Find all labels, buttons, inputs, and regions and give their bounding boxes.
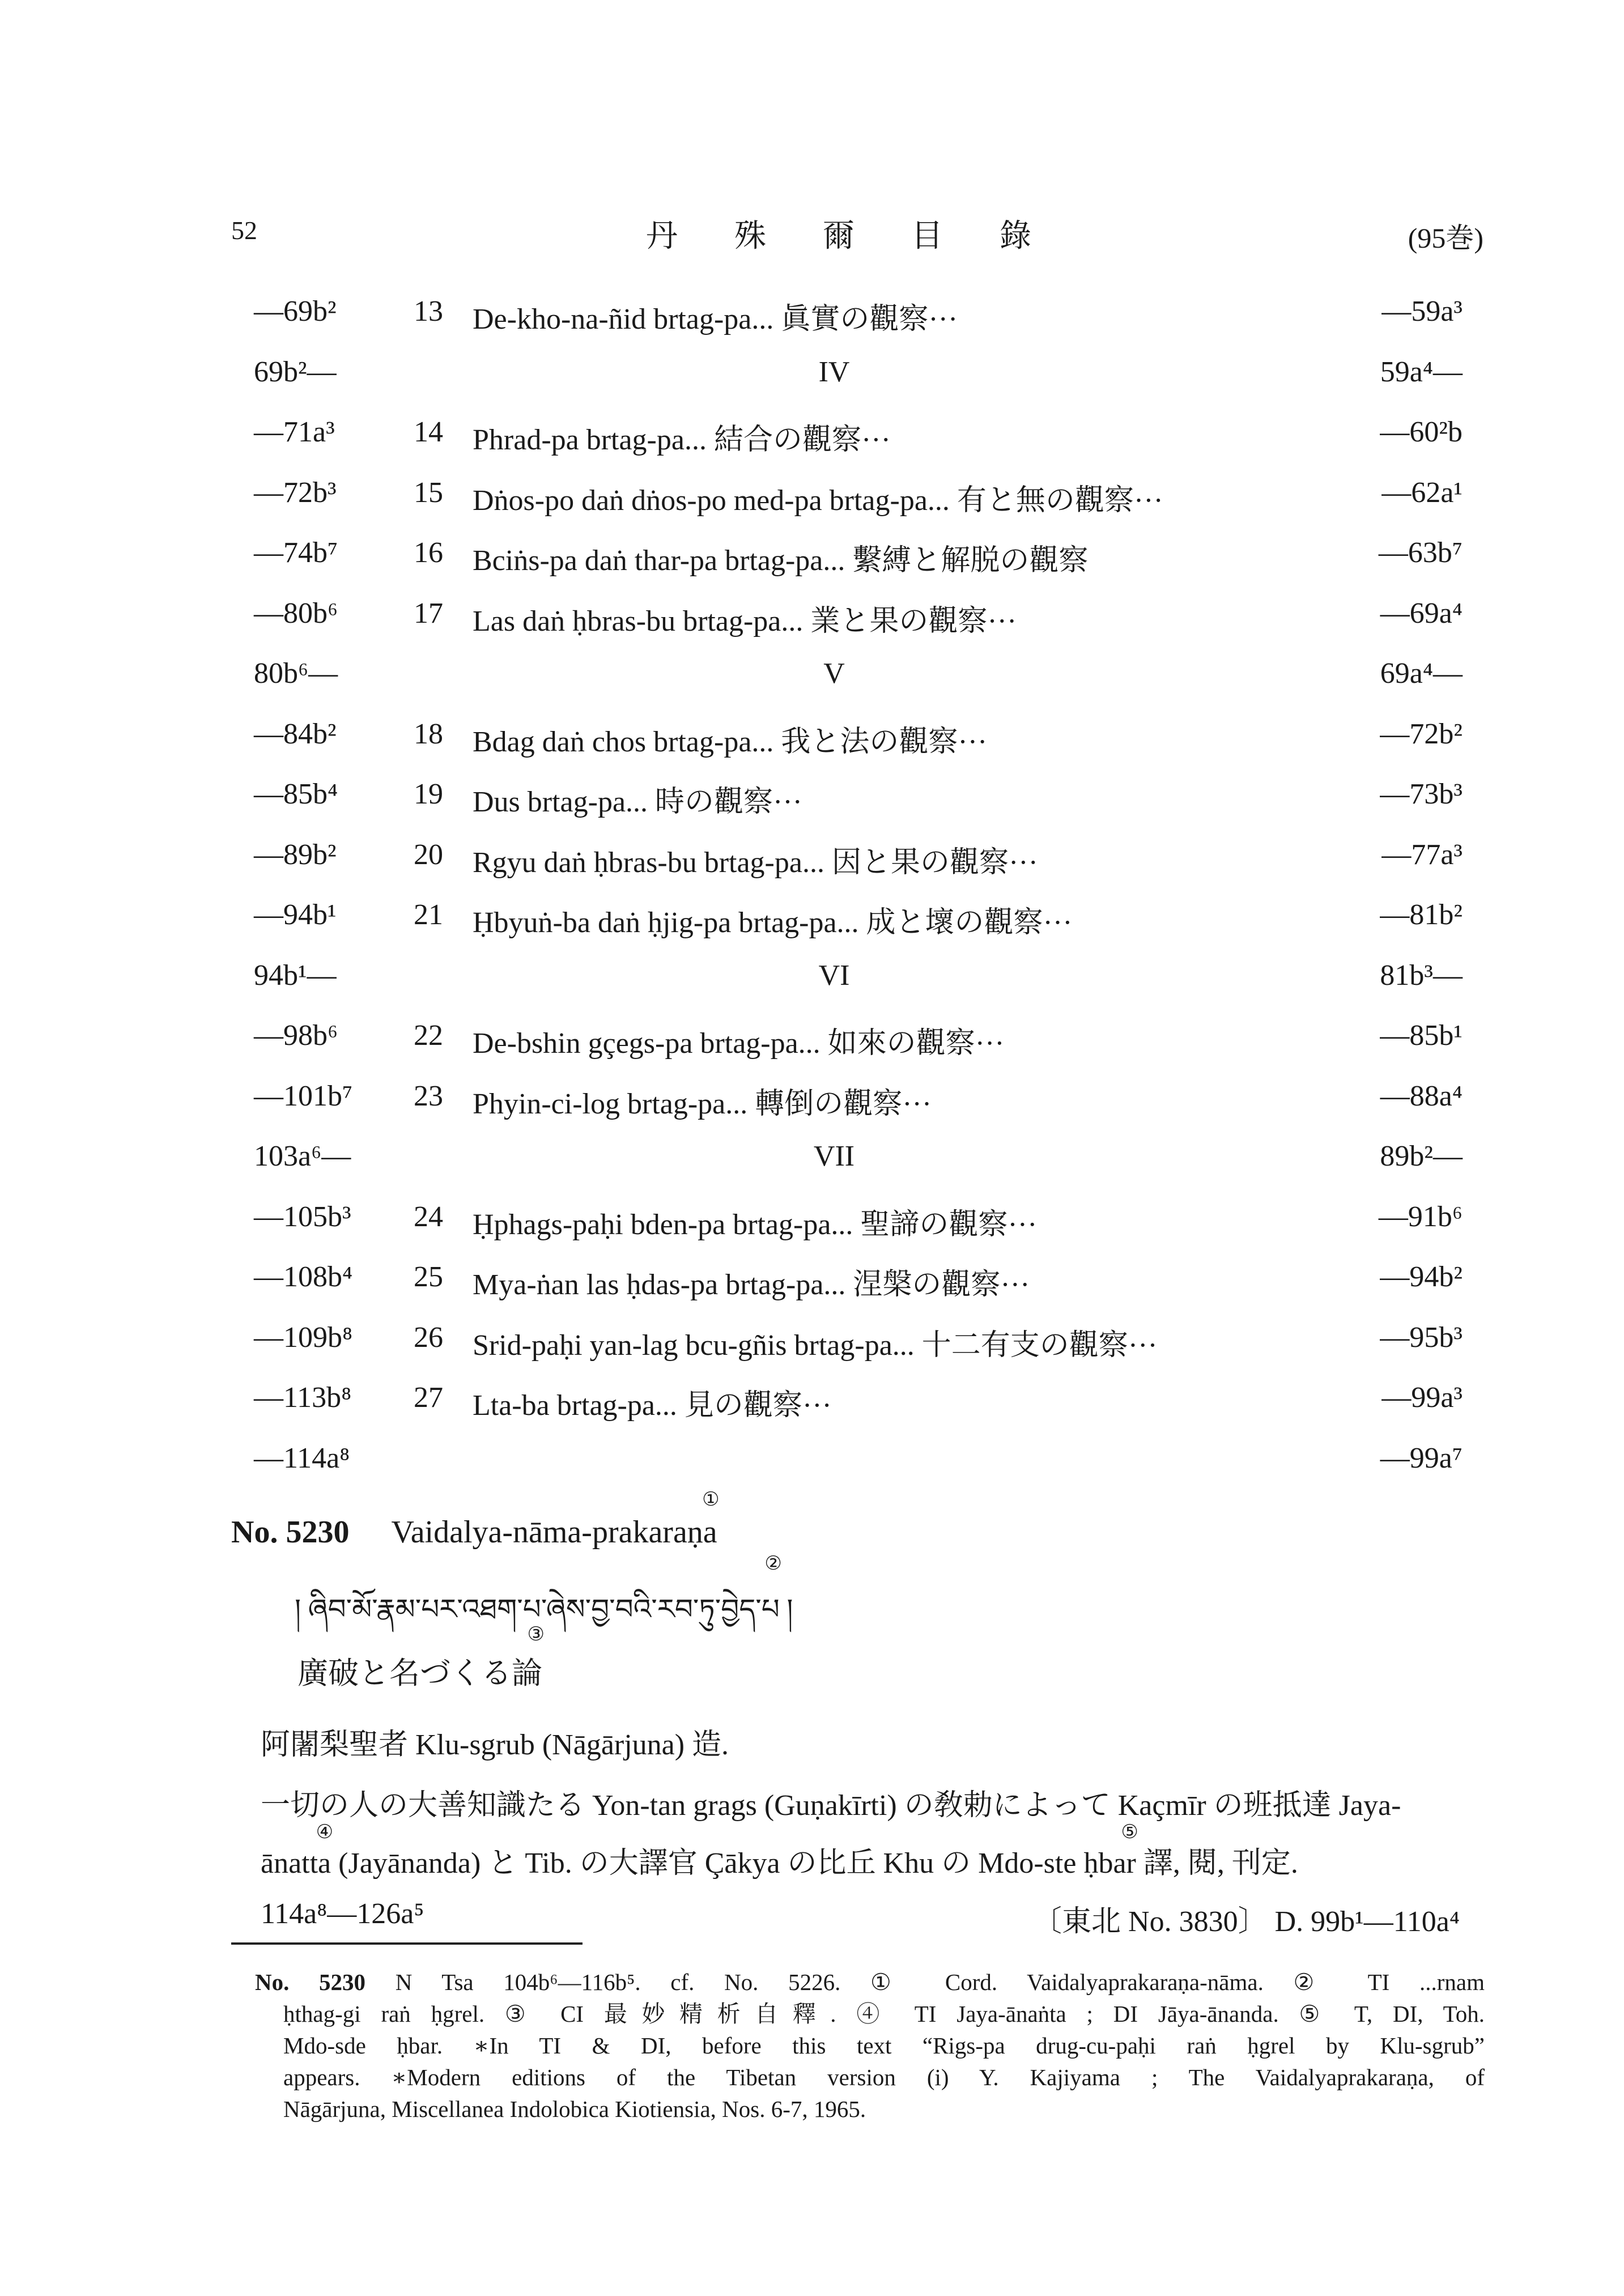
table-row [0,717,1624,763]
chapter-title: De-kho-na-ñid brtag-pa... 眞實の觀察··· [473,303,958,335]
footnote-text: N Tsa 104b⁶—116b⁵. cf. No. 5226. ① Cord. Vaidalyaprakaraṇa-nāma. ② TI ...rnam [365,1969,1485,1995]
chapter-number: 25 [414,1261,443,1293]
derge-folio: —85b¹ [1380,1019,1463,1052]
tohoku-reference: 〔東北 No. 3830〕 D. 99b¹—110a⁴ [1032,1906,1460,1938]
derge-folio: —95b³ [1380,1321,1463,1354]
peking-folio: —80b⁶ [254,597,338,630]
sanskrit-title-text: Vaidalya-nāma-prakaraṇa [391,1515,717,1550]
table-row [0,1442,1624,1487]
chapter-number: 27 [414,1381,443,1414]
peking-folio: —101b⁷ [254,1079,353,1112]
table-row [0,1260,1624,1306]
chapter-number: 16 [414,537,443,569]
table-row [0,476,1624,521]
derge-folio: —59a³ [1381,295,1463,328]
peking-folio: —113b⁸ [254,1381,352,1414]
peking-folio: —71a³ [254,416,335,448]
footnote-divider [231,1942,583,1945]
page-number: 52 [231,216,257,245]
peking-folio: —69b² [254,295,337,328]
chapter-number: 20 [414,838,443,871]
author-line: 阿闍梨聖者 Klu-sgrub (Nāgārjuna) 造. [261,1729,729,1761]
translation-end: 譯, 閱, 刊定. [1136,1847,1298,1880]
derge-folio: —94b² [1380,1261,1463,1293]
chapter-title: Dus brtag-pa... 時の觀察··· [473,786,802,818]
derge-folio: 81b³— [1380,959,1463,992]
table-row [0,777,1624,823]
running-title: 丹殊爾目錄 [646,219,1088,254]
derge-folio: —69a⁴ [1380,597,1463,630]
table-row [0,1321,1624,1366]
footnote-line [255,1966,1485,1998]
peking-folio: 80b⁶— [254,657,338,690]
note-mark-5: ⑤ [1121,1822,1138,1843]
peking-folio: —72b³ [254,476,337,509]
table-row [0,415,1624,461]
section-label: V [823,657,845,690]
chapter-title: Ḥphags-paḥi bden-pa brtag-pa... 聖諦の觀察··· [473,1208,1038,1241]
japanese-title [297,1624,545,1693]
peking-folio: —105b³ [254,1200,351,1233]
peking-folio: —108b⁴ [254,1261,353,1293]
chapter-title: Ḥbyuṅ-ba daṅ ḥjig-pa brtag-pa... 成と壞の觀察··· [473,907,1073,939]
chapter-number: 15 [414,476,443,509]
tibetan-title-text: ། ཞིབ་མོ་རྣམ་པར་འཐག་པ་ཞེས་བྱ་བའི་རབ་ཏུ་བྱེད་པ [295,1593,780,1625]
derge-folio: 89b²— [1380,1140,1463,1172]
note-mark-2: ② [764,1553,782,1574]
chapter-number: 14 [414,416,443,448]
peking-folio: —74b⁷ [254,537,338,569]
translation-text: (Jayānanda) と Tib. の大譯官 Çākya の比丘 Khu の Mdo-ste [331,1847,1084,1880]
translation-line-1: 一切の人の大善知識たる Yon-tan grags (Guṇakīrti) の敎勅によって Kaçmīr の班抵達 Jaya- [261,1789,1401,1822]
peking-folio: —114a⁸ [254,1442,350,1474]
chapter-number: 18 [414,717,443,750]
translator-name: ānatta [261,1847,331,1880]
peking-folio: —94b¹ [254,899,337,931]
derge-folio: —99a³ [1381,1381,1463,1414]
section-label: VI [818,959,850,992]
chapter-title: Lta-ba brtag-pa... 見の觀察··· [473,1389,832,1422]
chapter-title: Rgyu daṅ ḥbras-bu brtag-pa... 因と果の觀察··· [473,846,1038,879]
chapter-number: 24 [414,1200,443,1233]
table-row [0,597,1624,642]
table-row [0,536,1624,581]
chapter-number: 13 [414,295,443,328]
footnote-line: ḥthag-gi raṅ ḥgrel. ③ CI 最妙精析自釋. ④ TI Jaya-ānaṅta ; DI Jāya-ānanda. ⑤ T, DI, Toh. [283,2001,1485,2027]
derge-folio: —73b³ [1380,778,1463,810]
japanese-title-text: 廣破と名づくる論 [297,1656,542,1690]
chapter-number: 26 [414,1321,443,1354]
peking-folio: —109b⁸ [254,1321,353,1354]
table-row [0,898,1624,943]
volume-label: (95巻) [1408,222,1483,254]
entry-heading [231,1489,720,1550]
tibetan-title-end: ། [779,1593,793,1625]
chapter-title: Srid-paḥi yan-lag bcu-gñis brtag-pa... 十二有支の觀察··· [473,1329,1158,1362]
table-row [0,838,1624,883]
chapter-number: 23 [414,1079,443,1112]
note-mark-1: ① [702,1489,720,1510]
sanskrit-title [391,1489,720,1550]
entry-number: No. 5230 [231,1515,350,1550]
tibetan-title [295,1553,793,1657]
derge-folio: 69a⁴— [1380,657,1463,690]
chapter-title: Dṅos-po daṅ dṅos-po med-pa brtag-pa... 有と無の觀察··· [473,484,1163,517]
chapter-title: Phrad-pa brtag-pa... 結合の觀察··· [473,424,891,456]
section-label: IV [818,355,850,388]
chapter-number: 22 [414,1019,443,1052]
derge-folio: —63b⁷ [1378,537,1463,569]
derge-folio: —91b⁶ [1378,1200,1463,1233]
derge-folio: —72b² [1380,717,1463,750]
chapter-number: 19 [414,778,443,810]
table-row [0,295,1624,340]
table-row [0,1079,1624,1125]
chapter-number: 17 [414,597,443,630]
chapter-title: Bciṅs-pa daṅ thar-pa brtag-pa... 繫縛と解脱の觀察 [473,545,1089,577]
section-row [0,355,1624,401]
section-row [0,657,1624,702]
chapter-title: Mya-ṅan las ḥdas-pa brtag-pa... 涅槃の觀察··· [473,1269,1030,1301]
footnote-line: Nāgārjuna, Miscellanea Indolobica Kiotiensia, Nos. 6-7, 1965. [283,2096,866,2122]
folio-range: 114a⁸—126a⁵ [261,1898,424,1930]
table-row [0,1381,1624,1426]
note-mark-3: ③ [527,1624,545,1645]
footnote [255,1966,1485,2125]
reviser-name: ḥbar [1083,1847,1136,1880]
footnote-line: Mdo-sde ḥbar. ∗In TI & DI, before this text “Rigs-pa drug-cu-paḥi raṅ ḥgrel by Klu-sgrub” [283,2033,1485,2059]
derge-folio: —81b² [1380,899,1463,931]
derge-folio: —77a³ [1381,838,1463,871]
derge-folio: —60²b [1380,416,1463,448]
translation-line-2 [261,1822,1298,1881]
section-row [0,1140,1624,1185]
chapter-title: Las daṅ ḥbras-bu brtag-pa... 業と果の觀察··· [473,605,1017,637]
table-row [0,1019,1624,1064]
peking-folio: —89b² [254,838,337,871]
table-row [0,1200,1624,1245]
derge-folio: —88a⁴ [1380,1079,1463,1112]
chapter-number: 21 [414,899,443,931]
section-row [0,959,1624,1004]
derge-folio: —99a⁷ [1380,1442,1463,1474]
section-label: VII [813,1140,855,1172]
peking-folio: 103a⁶— [254,1140,351,1172]
derge-folio: —62a¹ [1381,476,1463,509]
peking-folio: 69b²— [254,355,337,388]
note-mark-4: ④ [316,1822,334,1843]
derge-folio: 59a⁴— [1380,355,1463,388]
chapter-title: De-bshin gçegs-pa brtag-pa... 如來の觀察··· [473,1027,1005,1060]
peking-folio: 94b¹— [254,959,337,992]
chapter-title: Bdag daṅ chos brtag-pa... 我と法の觀察··· [473,725,988,758]
peking-folio: —84b² [254,717,337,750]
peking-folio: —85b⁴ [254,778,338,810]
peking-folio: —98b⁶ [254,1019,338,1052]
footnote-label: No. 5230 [255,1969,366,1995]
chapter-title: Phyin-ci-log brtag-pa... 轉倒の觀察··· [473,1087,932,1120]
footnote-line: appears. ∗Modern editions of the Tibetan version (i) Y. Kajiyama ; The Vaidalyaprakaraṇa, of [283,2064,1485,2090]
